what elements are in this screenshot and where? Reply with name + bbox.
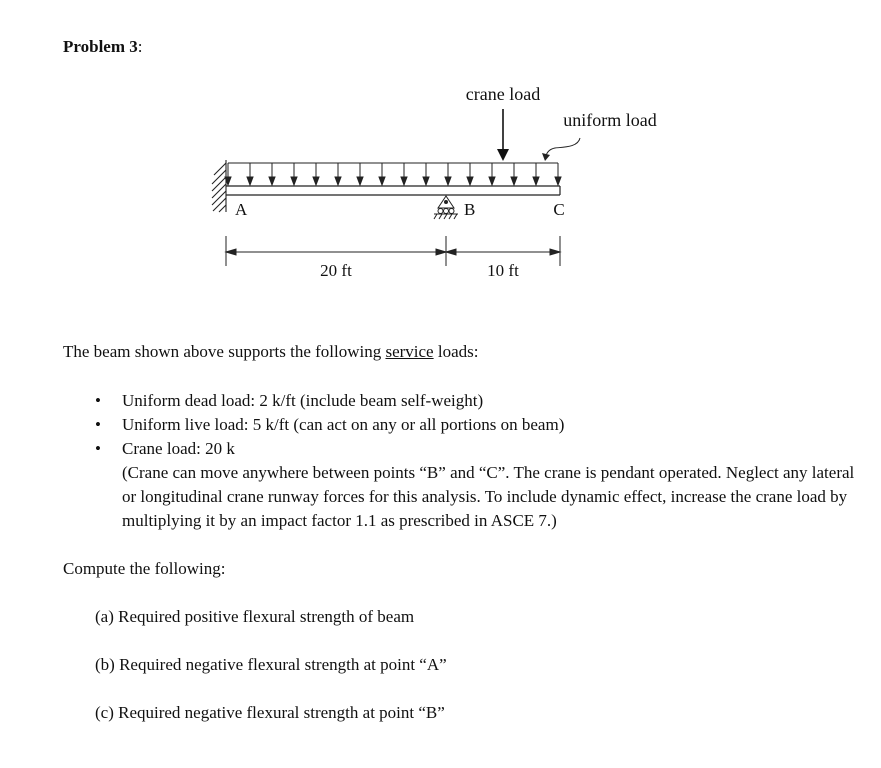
- list-item: [95, 389, 865, 413]
- bullet: •: [95, 439, 101, 458]
- span-bc-label: 10 ft: [487, 261, 519, 280]
- load-text: Uniform dead load: 2 k/ft (include beam self-weight): [122, 391, 484, 410]
- compute-heading: Compute the following:: [63, 559, 226, 578]
- crane-load-label: crane load: [465, 84, 541, 104]
- requirement-a: (a) Required positive flexural strength of beam: [95, 607, 415, 626]
- bullet: •: [95, 391, 101, 410]
- load-text: Crane load: 20 k: [122, 439, 235, 458]
- bullet: •: [95, 415, 101, 434]
- uniform-load-label: uniform load: [563, 110, 657, 130]
- uniform-load-arrowhead: [511, 177, 517, 185]
- load-text: Uniform live load: 5 k/ft (can act on any or all portions on beam): [122, 415, 565, 434]
- point-b-label: B: [464, 200, 476, 219]
- uniform-load-arrowhead: [489, 177, 495, 185]
- beam-diagram: [0, 0, 881, 330]
- point-a-label: A: [235, 200, 248, 219]
- uniform-load-arrowhead: [533, 177, 539, 185]
- uniform-load-arrowhead: [357, 177, 363, 185]
- point-c-label: C: [553, 200, 565, 219]
- list-item: [95, 437, 865, 533]
- crane-load-arrow: [497, 109, 509, 161]
- uniform-load-arrowhead: [247, 177, 253, 185]
- fixed-support-hatch: [212, 160, 226, 212]
- requirement-b: (b) Required negative flexural strength at point “A”: [95, 655, 447, 674]
- uniform-load-arrowhead: [555, 177, 561, 185]
- uniform-load-arrowhead: [467, 177, 473, 185]
- uniform-load-arrowhead: [291, 177, 297, 185]
- uniform-load-arrowhead: [423, 177, 429, 185]
- list-item: [95, 413, 865, 437]
- uniform-load-arrows: [225, 163, 561, 185]
- uniform-load-arrowhead: [269, 177, 275, 185]
- loads-list: [95, 389, 865, 533]
- roller-support-b: [434, 196, 458, 219]
- problem-label-suffix: :: [137, 37, 143, 56]
- uniform-load-leader: [542, 138, 580, 161]
- intro-underlined: service: [385, 342, 434, 361]
- crane-note: (Crane can move anywhere between points “B” and “C”. The crane is pendant operated. Neglect any lateral or longitudinal crane runway forces for this analysis. To include dynamic effect, increase the crane load by multiplying it by an impact factor 1.1 as prescribed in ASCE 7.): [122, 463, 855, 530]
- intro-after: loads:: [433, 342, 479, 361]
- requirement-c: (c) Required negative flexural strength at point “B”: [95, 703, 445, 722]
- intro-before: The beam shown above supports the following: [63, 342, 386, 361]
- uniform-load-arrowhead: [335, 177, 341, 185]
- beam: [226, 186, 560, 195]
- uniform-load-arrowhead: [445, 177, 451, 185]
- problem-label: Problem 3: [63, 37, 138, 56]
- span-ab-label: 20 ft: [320, 261, 352, 280]
- uniform-load-arrowhead: [379, 177, 385, 185]
- uniform-load-arrowhead: [313, 177, 319, 185]
- intro-text: [63, 342, 478, 362]
- uniform-load-arrowhead: [401, 177, 407, 185]
